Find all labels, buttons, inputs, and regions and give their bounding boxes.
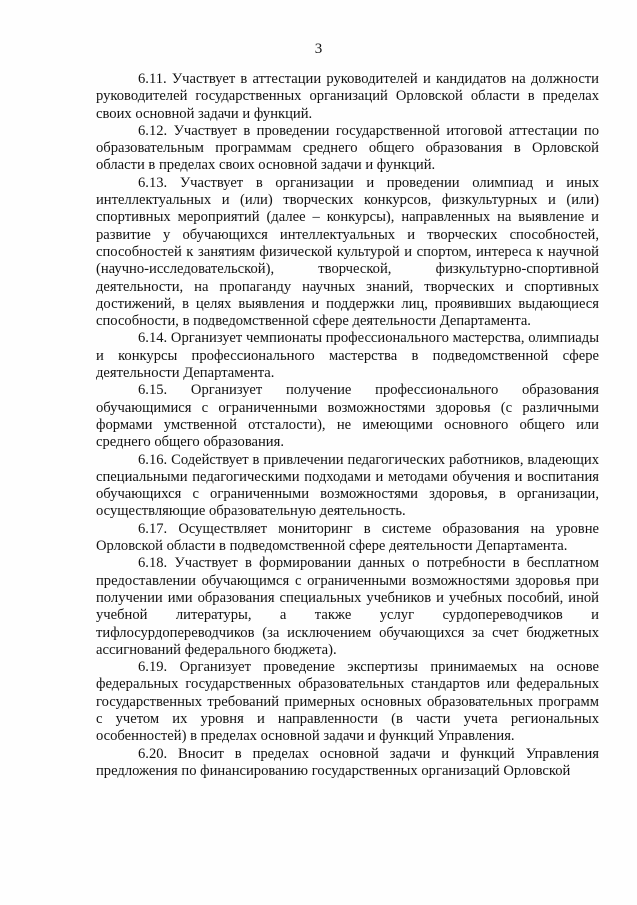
paragraph-6-20: 6.20. Вносит в пределах основной задачи и функций Управления предложения по финансированию государственных организаций Орловской <box>96 745 599 779</box>
paragraph-6-15: 6.15. Организует получение профессионального образования обучающимися с ограниченными возможностями здоровья (с различными формами умственной отсталости), не имеющими основного общего или среднего общего образования. <box>96 382 599 451</box>
page-number: 3 <box>314 41 323 57</box>
paragraph-6-16: 6.16. Содействует в привлечении педагогических работников, владеющих специальными педагогическими подходами и методами обучения и воспитания обучающихся с ограниченными возможностями здоровья, в организации, осуществляющие образовательную деятельность. <box>96 451 599 520</box>
document-body <box>96 71 599 780</box>
paragraph-6-13: 6.13. Участвует в организации и проведении олимпиад и иных интеллектуальных и (или) творческих конкурсов, физкультурных и (или) спортивных мероприятий (далее – конкурсы), направленных на выявление и развитие у обучающихся интеллектуальных и творческих способностей, способностей к занятиям физической культурой и спортом, интереса к научной (научно-исследовательской), творческой, физкультурно-спортивной деятельности, на пропаганду научных знаний, творческих и спортивных достижений, в целях выявления и поддержки лиц, проявивших выдающиеся способности, в подведомственной сфере деятельности Департамента. <box>96 174 599 330</box>
paragraph-6-14: 6.14. Организует чемпионаты профессионального мастерства, олимпиады и конкурсы профессионального мастерства в подведомственной сфере деятельности Департамента. <box>96 330 599 382</box>
paragraph-6-19: 6.19. Организует проведение экспертизы принимаемых на основе федеральных государственных образовательных стандартов или федеральных государственных требований примерных основных образовательных программ с учетом их уровня и направленности (в части учета региональных особенностей) в пределах основной задачи и функций Управления. <box>96 659 599 745</box>
paragraph-6-18: 6.18. Участвует в формировании данных о потребности в бесплатном предоставлении обучающимся с ограниченными возможностями здоровья при получении ими образования специальных учебников и учебных пособий, иной учебной литературы, а также услуг сурдопереводчиков и тифлосурдопереводчиков (за исключением обучающихся за счет бюджетных ассигнований федерального бюджета). <box>96 555 599 658</box>
paragraph-6-11: 6.11. Участвует в аттестации руководителей и кандидатов на должности руководителей государственных организаций Орловской области в пределах своих основной задачи и функций. <box>96 71 599 122</box>
paragraph-6-17: 6.17. Осуществляет мониторинг в системе образования на уровне Орловской области в подведомственной сфере деятельности Департамента. <box>96 520 599 555</box>
paragraph-6-12: 6.12. Участвует в проведении государственной итоговой аттестации по образовательным программам среднего общего образования в Орловской области в пределах своих основной задачи и функций. <box>96 122 599 174</box>
